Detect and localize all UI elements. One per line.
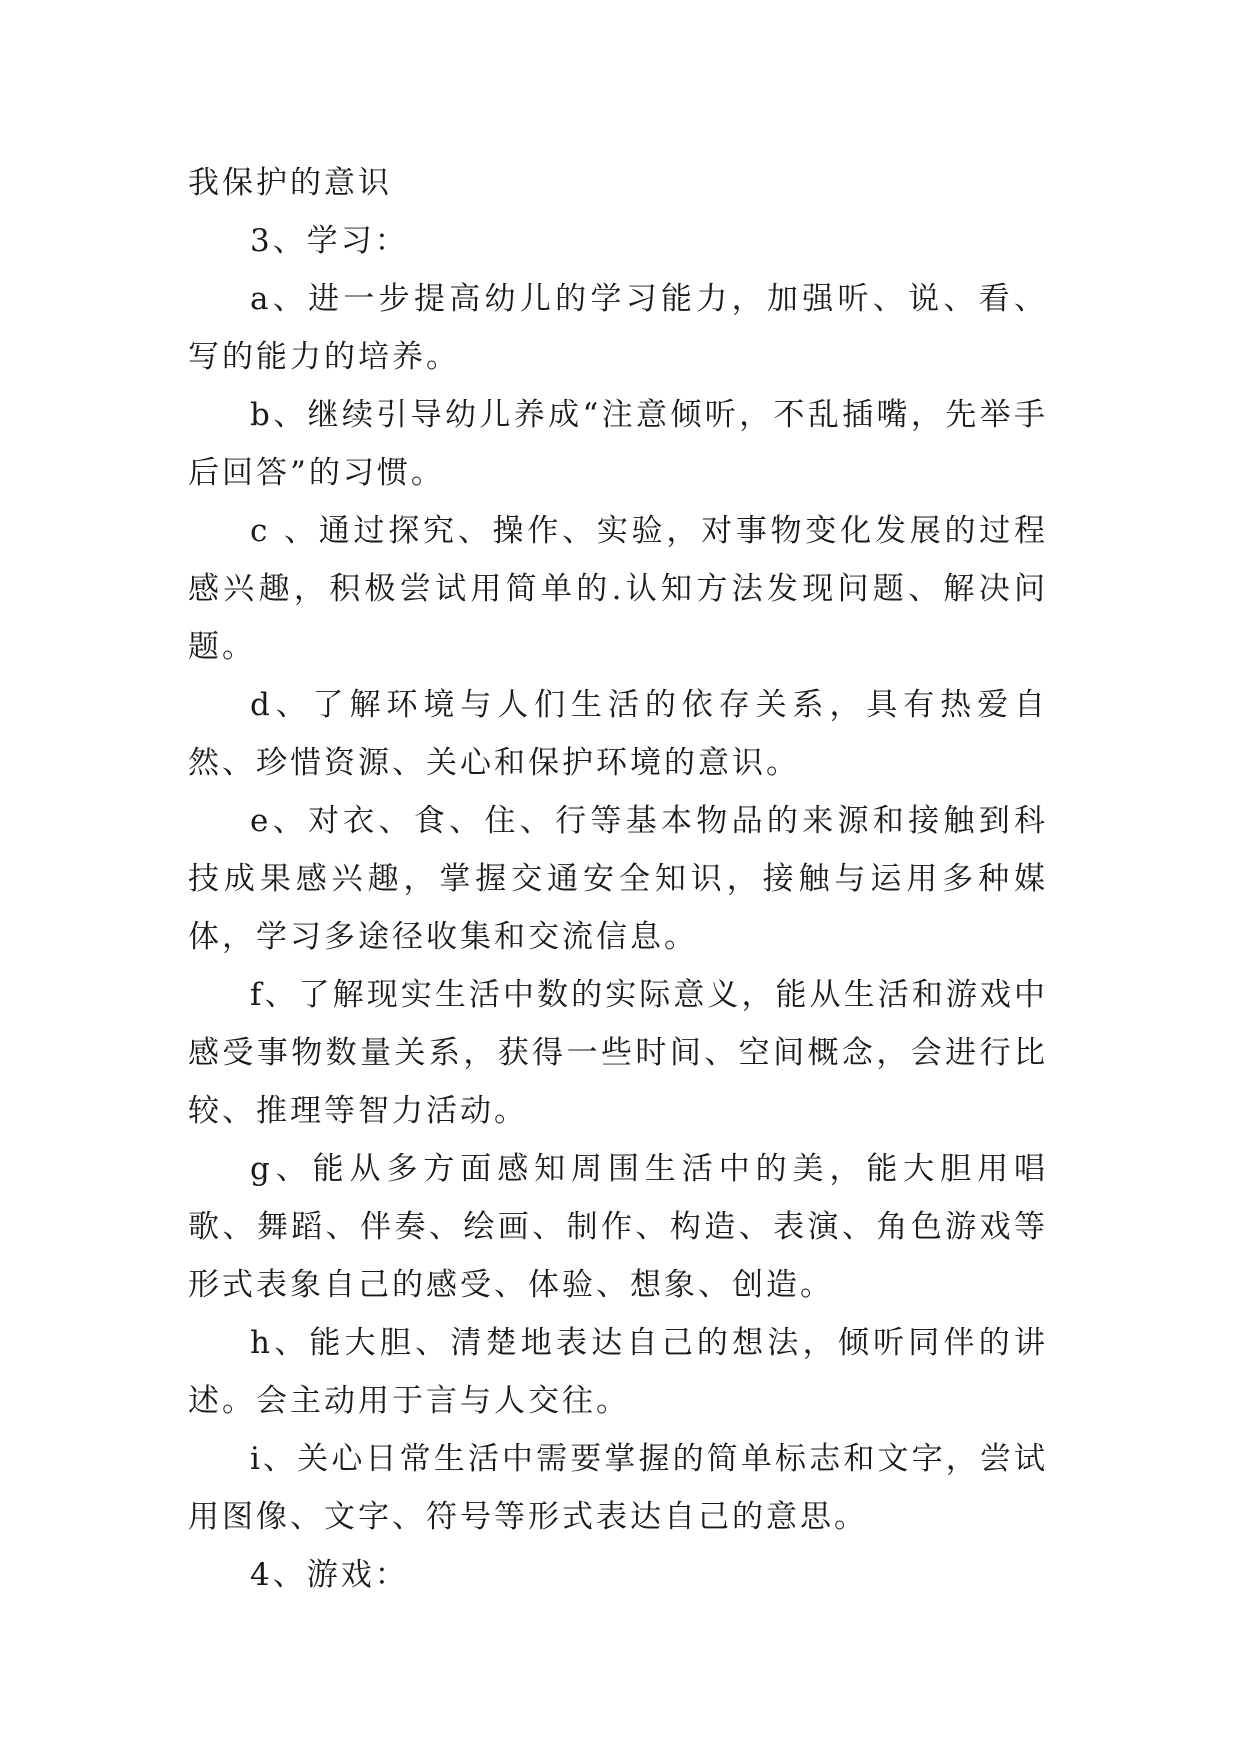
paragraph-item-a: a、进一步提高幼儿的学习能力，加强听、说、看、写的能力的培养。 <box>188 281 1048 375</box>
paragraph-item-b: b、继续引导幼儿养成“注意倾听，不乱插嘴，先举手后回答”的习惯。 <box>188 397 1048 491</box>
paragraph-item-g: g、能从多方面感知周围生活中的美，能大胆用唱歌、舞蹈、伴奏、绘画、制作、构造、表演、角色游戏等形式表象自己的感受、体验、想象、创造。 <box>188 1151 1048 1303</box>
paragraph-item-c: c 、通过探究、操作、实验，对事物变化发展的过程感兴趣，积极尝试用简单的.认知方法发现问题、解决问题。 <box>188 513 1048 665</box>
document-body <box>188 154 1048 1604</box>
paragraph-item-i: i、关心日常生活中需要掌握的简单标志和文字，尝试用图像、文字、符号等形式表达自己的意思。 <box>188 1441 1048 1535</box>
paragraph-item-d: d、了解环境与人们生活的依存关系，具有热爱自然、珍惜资源、关心和保护环境的意识。 <box>188 687 1048 781</box>
paragraph-item-h: h、能大胆、清楚地表达自己的想法，倾听同伴的讲述。会主动用于言与人交往。 <box>188 1325 1048 1419</box>
paragraph-item-f: f、了解现实生活中数的实际意义，能从生活和游戏中感受事物数量关系，获得一些时间、空间概念，会进行比较、推理等智力活动。 <box>188 977 1048 1129</box>
paragraph-item-e: e、对衣、食、住、行等基本物品的来源和接触到科技成果感兴趣，掌握交通安全知识，接触与运用多种媒体，学习多途径收集和交流信息。 <box>188 803 1048 955</box>
section-heading-games: 4、游戏： <box>250 1557 409 1593</box>
section-heading-learning: 3、学习： <box>250 223 409 259</box>
paragraph-continuation: 我保护的意识 <box>188 165 392 201</box>
